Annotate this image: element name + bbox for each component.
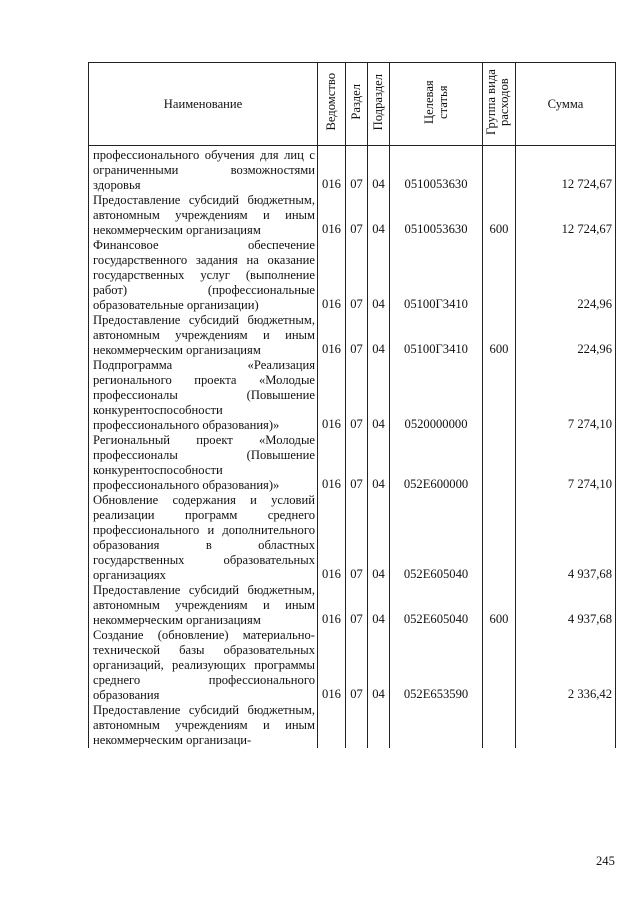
table-header-row <box>89 63 616 146</box>
budget-table <box>88 62 616 748</box>
row-amount: 224,96 <box>516 313 616 358</box>
row-target-line: 0510053630 <box>390 146 483 194</box>
row-expense-group <box>483 493 516 583</box>
row-target-line: 052E653590 <box>390 628 483 703</box>
row-expense-group <box>483 628 516 703</box>
header-department: Ведомство <box>318 63 346 146</box>
header-expense-group: Группа вида расходов <box>483 63 516 146</box>
row-department: 016 <box>318 313 346 358</box>
row-target-line: 05100Г3410 <box>390 238 483 313</box>
row-amount: 12 724,67 <box>516 193 616 238</box>
row-subsection: 04 <box>368 493 390 583</box>
row-expense-group <box>483 433 516 493</box>
row-section: 07 <box>346 433 368 493</box>
row-expense-group: 600 <box>483 583 516 628</box>
table-row <box>89 146 616 194</box>
table-row <box>89 493 616 583</box>
row-amount: 7 274,10 <box>516 358 616 433</box>
table-row <box>89 358 616 433</box>
row-subsection: 04 <box>368 628 390 703</box>
row-department: 016 <box>318 493 346 583</box>
row-section: 07 <box>346 583 368 628</box>
row-name: Предоставление субсидий бюджетным, автономным учреждениям и иным некоммерческим организациям <box>89 193 318 238</box>
row-section <box>346 703 368 748</box>
row-department: 016 <box>318 628 346 703</box>
table-row <box>89 628 616 703</box>
row-name: Обновление содержания и условий реализации программ среднего профессионального и дополнительного образования в областных государственных образовательных организациях <box>89 493 318 583</box>
row-section: 07 <box>346 628 368 703</box>
row-name: Создание (обновление) материально-технической базы образовательных организаций, реализующих программы среднего профессионального образования <box>89 628 318 703</box>
row-expense-group <box>483 358 516 433</box>
row-target-line: 0520000000 <box>390 358 483 433</box>
row-target-line: 052E605040 <box>390 583 483 628</box>
table-row <box>89 193 616 238</box>
row-name: профессионального обучения для лиц с ограниченными возможностями здоровья <box>89 146 318 194</box>
row-section: 07 <box>346 146 368 194</box>
row-target-line: 052E605040 <box>390 493 483 583</box>
header-amount: Сумма <box>516 63 616 146</box>
row-department <box>318 703 346 748</box>
row-name: Предоставление субсидий бюджетным, автономным учреждениям и иным некоммерческим организациям <box>89 583 318 628</box>
row-department: 016 <box>318 433 346 493</box>
table-row <box>89 583 616 628</box>
row-section: 07 <box>346 358 368 433</box>
row-subsection: 04 <box>368 313 390 358</box>
row-name: Предоставление субсидий бюджетным, автономным учреждениям и иным некоммерческим организациям <box>89 313 318 358</box>
row-section: 07 <box>346 193 368 238</box>
table-row <box>89 433 616 493</box>
header-name: Наименование <box>89 63 318 146</box>
row-subsection: 04 <box>368 146 390 194</box>
table-row <box>89 238 616 313</box>
row-amount: 2 336,42 <box>516 628 616 703</box>
header-section: Раздел <box>346 63 368 146</box>
row-department: 016 <box>318 583 346 628</box>
row-name: Подпрограмма «Реализация регионального проекта «Молодые профессионалы (Повышение конкурентоспособности профессионального образования)» <box>89 358 318 433</box>
row-department: 016 <box>318 238 346 313</box>
row-amount <box>516 703 616 748</box>
row-target-line: 0510053630 <box>390 193 483 238</box>
row-target-line: 052E600000 <box>390 433 483 493</box>
header-target-line: Целевая статья <box>390 63 483 146</box>
row-department: 016 <box>318 146 346 194</box>
row-expense-group <box>483 703 516 748</box>
row-subsection: 04 <box>368 238 390 313</box>
row-amount: 4 937,68 <box>516 583 616 628</box>
row-amount: 224,96 <box>516 238 616 313</box>
row-amount: 4 937,68 <box>516 493 616 583</box>
table-row <box>89 313 616 358</box>
row-name: Предоставление субсидий бюджетным, автономным учреждениям и иным некоммерческим организаци- <box>89 703 318 748</box>
row-subsection: 04 <box>368 433 390 493</box>
row-subsection <box>368 703 390 748</box>
row-name: Региональный проект «Молодые профессионалы (Повышение конкурентоспособности профессионального образования)» <box>89 433 318 493</box>
row-expense-group <box>483 146 516 194</box>
row-subsection: 04 <box>368 358 390 433</box>
page-number: 245 <box>596 854 615 868</box>
row-department: 016 <box>318 193 346 238</box>
row-expense-group: 600 <box>483 313 516 358</box>
row-section: 07 <box>346 238 368 313</box>
row-amount: 7 274,10 <box>516 433 616 493</box>
table-row <box>89 703 616 748</box>
header-subsection: Подраздел <box>368 63 390 146</box>
row-section: 07 <box>346 313 368 358</box>
row-subsection: 04 <box>368 583 390 628</box>
row-expense-group: 600 <box>483 193 516 238</box>
row-expense-group <box>483 238 516 313</box>
row-subsection: 04 <box>368 193 390 238</box>
row-amount: 12 724,67 <box>516 146 616 194</box>
row-target-line: 05100Г3410 <box>390 313 483 358</box>
row-name: Финансовое обеспечение государственного задания на оказание государственных услуг (выполнение работ) (профессиональные образовательные организации) <box>89 238 318 313</box>
row-target-line <box>390 703 483 748</box>
row-section: 07 <box>346 493 368 583</box>
row-department: 016 <box>318 358 346 433</box>
